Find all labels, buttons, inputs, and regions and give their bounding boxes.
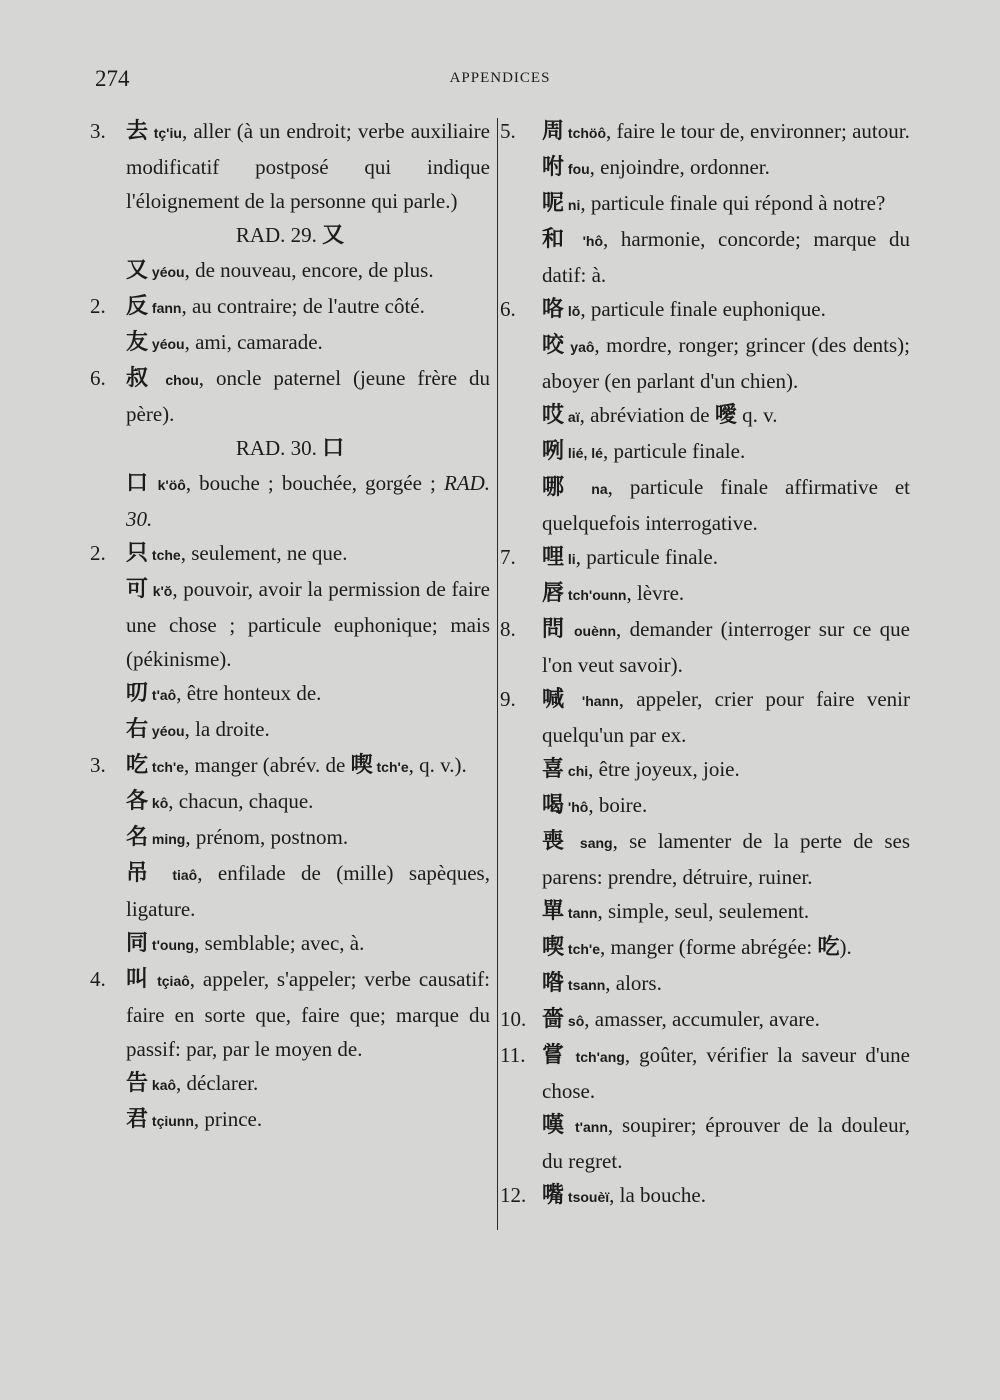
dictionary-entry bbox=[500, 894, 910, 930]
definition-text: , enjoindre, ordonner. bbox=[589, 155, 770, 179]
radical-label: RAD. 29. bbox=[235, 223, 323, 247]
dictionary-entry bbox=[500, 788, 910, 824]
romanization: chi bbox=[564, 763, 589, 779]
dictionary-entry bbox=[500, 150, 910, 186]
dictionary-entry bbox=[90, 466, 490, 536]
definition-text: , la bouche. bbox=[609, 1183, 706, 1207]
headword-character: 喜 bbox=[542, 757, 565, 782]
radical-label: RAD. 30. bbox=[235, 436, 323, 460]
headword-character: 喪 bbox=[542, 829, 571, 854]
romanization: ouènn bbox=[567, 623, 617, 639]
headword-character: 喒 bbox=[542, 971, 565, 996]
romanization: chou bbox=[154, 372, 199, 388]
running-head: APPENDICES bbox=[449, 70, 551, 86]
romanization: kô bbox=[148, 795, 169, 811]
romanization: lié, lé bbox=[564, 445, 603, 461]
definition-text: , amasser, accumuler, avare. bbox=[584, 1007, 820, 1031]
romanization: na bbox=[575, 481, 608, 497]
romanization: tiaô bbox=[158, 867, 198, 883]
dictionary-entry bbox=[500, 1108, 910, 1178]
headword-character: 可 bbox=[126, 577, 149, 602]
romanization: 'hô bbox=[571, 233, 604, 249]
definition-text: , déclarer. bbox=[176, 1071, 259, 1095]
romanization: tche bbox=[148, 547, 181, 563]
romanization: lŏ bbox=[564, 303, 581, 319]
stroke-count-number: 12. bbox=[500, 1183, 527, 1207]
stroke-count-number: 11. bbox=[500, 1043, 526, 1067]
headword-character: 唇 bbox=[542, 581, 565, 606]
romanization: tch'e bbox=[564, 941, 601, 957]
dictionary-entry bbox=[500, 470, 910, 540]
headword-character: 呢 bbox=[542, 191, 565, 216]
right-column bbox=[500, 114, 910, 1214]
definition-text: , se lamenter de la perte de ses parens: prendre, détruire, ruiner. bbox=[542, 829, 910, 889]
definition-text: , pouvoir, avoir la permission de faire une chose ; particule euphonique; mais (pékinisme). bbox=[126, 577, 490, 671]
romanization: yaô bbox=[565, 339, 595, 355]
headword-character: 吃 bbox=[126, 753, 149, 778]
headword-character: 吊 bbox=[126, 861, 159, 886]
dictionary-entry bbox=[500, 1038, 910, 1108]
definition-text: , particule finale. bbox=[575, 545, 718, 569]
dictionary-entry bbox=[500, 966, 910, 1002]
romanization: aï bbox=[564, 409, 580, 425]
dictionary-entry bbox=[90, 361, 490, 431]
dictionary-entry bbox=[90, 748, 490, 784]
dictionary-entry bbox=[500, 186, 910, 222]
dictionary-entry bbox=[500, 434, 910, 470]
headword-character: 只 bbox=[126, 541, 149, 566]
romanization: fann bbox=[148, 300, 182, 316]
dictionary-entry bbox=[90, 572, 490, 676]
headword-character: 哎 bbox=[542, 403, 565, 428]
romanization: ming bbox=[148, 831, 186, 847]
romanization: yéou bbox=[148, 264, 185, 280]
stroke-count-number: 6. bbox=[90, 366, 106, 390]
dictionary-entry bbox=[90, 114, 490, 218]
definition-text: , chacun, chaque. bbox=[168, 789, 314, 813]
romanization: sô bbox=[564, 1013, 585, 1029]
romanization: tann bbox=[564, 905, 598, 921]
romanization: ni bbox=[564, 197, 581, 213]
romanization: 'hann bbox=[571, 693, 619, 709]
stroke-count-number: 8. bbox=[500, 617, 516, 641]
definition-text: , harmonie, concorde; marque du datif: à. bbox=[542, 227, 910, 287]
dictionary-entry bbox=[500, 114, 910, 150]
headword-character: 又 bbox=[126, 258, 149, 283]
headword-character: 咐 bbox=[542, 155, 565, 180]
definition-text: , manger (forme abrégée: bbox=[600, 935, 818, 959]
definition-text: , de nouveau, encore, de plus. bbox=[184, 258, 434, 282]
headword-character: 咯 bbox=[542, 297, 565, 322]
dictionary-entry bbox=[90, 325, 490, 361]
definition-text: , simple, seul, seulement. bbox=[597, 899, 810, 923]
headword-character: 嘴 bbox=[542, 1183, 565, 1208]
romanization: tch'ang bbox=[567, 1049, 625, 1065]
definition-text: , manger (abrév. de bbox=[184, 753, 351, 777]
stroke-count-number: 5. bbox=[500, 119, 516, 143]
romanization: tsann bbox=[564, 977, 606, 993]
definition-text: , particule finale. bbox=[602, 439, 746, 463]
definition-text: , bouche ; bouchée, gorgée ; bbox=[185, 471, 444, 495]
definition-text: q. v. bbox=[736, 403, 778, 427]
romanization: t'oung bbox=[148, 937, 195, 953]
romanization: t'ann bbox=[567, 1119, 608, 1135]
definition-text: , être joyeux, joie. bbox=[588, 757, 740, 781]
headword-character: 周 bbox=[542, 119, 565, 144]
dictionary-entry bbox=[500, 540, 910, 576]
definition-text: , appeler, s'appeler; verbe causatif: faire en sorte que, faire que; marque du passif: par, par le moyen de. bbox=[126, 967, 490, 1061]
romanization: k'ŏ bbox=[148, 583, 173, 599]
definition-text: , particule finale euphonique. bbox=[580, 297, 826, 321]
headword-character: 哪 bbox=[542, 475, 576, 500]
headword-character: 各 bbox=[126, 789, 149, 814]
romanization: fou bbox=[564, 161, 590, 177]
dictionary-entry bbox=[90, 926, 490, 962]
headword-character: 君 bbox=[126, 1107, 149, 1132]
headword-character: 右 bbox=[126, 717, 149, 742]
romanization: yéou bbox=[148, 336, 185, 352]
dictionary-entry bbox=[500, 292, 910, 328]
headword-character: 叔 bbox=[126, 366, 155, 391]
dictionary-entry bbox=[500, 752, 910, 788]
headword-character: 喊 bbox=[542, 687, 572, 712]
dictionary-entry bbox=[500, 1002, 910, 1038]
dictionary-entry bbox=[500, 930, 910, 966]
definition-text: , prénom, postnom. bbox=[185, 825, 349, 849]
headword-character: 咬 bbox=[542, 333, 566, 358]
dictionary-entry bbox=[90, 784, 490, 820]
definition-text: , soupirer; éprouver de la douleur, du regret. bbox=[542, 1113, 910, 1173]
headword-character: 去 bbox=[126, 119, 149, 144]
headword-character: 吃 bbox=[817, 935, 840, 960]
dictionary-entry bbox=[500, 222, 910, 292]
headword-character: 嘆 bbox=[542, 1113, 568, 1138]
page-number: 274 bbox=[95, 66, 130, 91]
definition-text: , seulement, ne que. bbox=[180, 541, 348, 565]
dictionary-entry bbox=[500, 328, 910, 398]
stroke-count-number: 6. bbox=[500, 297, 516, 321]
radical-heading bbox=[90, 431, 490, 466]
headword-character: 友 bbox=[126, 330, 149, 355]
stroke-count-number: 9. bbox=[500, 687, 516, 711]
definition-text: , enfilade de (mille) sapèques, ligature. bbox=[126, 861, 490, 921]
definition-text: , mordre, ronger; grincer (des dents); aboyer (en parlant d'un chien). bbox=[542, 333, 911, 393]
romanization: tç'iu bbox=[148, 125, 182, 141]
dictionary-entry bbox=[500, 1178, 910, 1214]
definition-text: , aller (à un endroit; verbe auxiliaire modificatif postposé qui indique l'éloignement de la personne qui parle.) bbox=[126, 119, 490, 213]
romanization: sang bbox=[570, 835, 613, 851]
definition-text: , faire le tour de, environner; autour. bbox=[606, 119, 910, 143]
romanization: 'hô bbox=[564, 799, 589, 815]
dictionary-entry bbox=[90, 962, 490, 1066]
definition-text: , particule finale qui répond à notre? bbox=[580, 191, 886, 215]
definition-text: ). bbox=[839, 935, 852, 959]
dictionary-entry bbox=[90, 712, 490, 748]
definition-text: , oncle paternel (jeune frère du père). bbox=[126, 366, 490, 426]
stroke-count-number: 3. bbox=[90, 753, 106, 777]
definition-text: , la droite. bbox=[184, 717, 270, 741]
stroke-count-number: 2. bbox=[90, 541, 106, 565]
definition-text: , prince. bbox=[193, 1107, 263, 1131]
romanization: tch'ounn bbox=[564, 587, 627, 603]
dictionary-entry bbox=[90, 289, 490, 325]
definition-text: , lèvre. bbox=[626, 581, 685, 605]
stroke-count-number: 2. bbox=[90, 294, 106, 318]
definition-text: , semblable; avec, à. bbox=[194, 931, 365, 955]
dictionary-entry bbox=[500, 576, 910, 612]
dictionary-entry bbox=[90, 1102, 490, 1138]
definition-text: , au contraire; de l'autre côté. bbox=[181, 294, 425, 318]
dictionary-entry bbox=[90, 856, 490, 926]
headword-character: 喝 bbox=[542, 793, 565, 818]
definition-text: , demander (interroger sur ce que l'on veut savoir). bbox=[542, 617, 910, 677]
dictionary-entry bbox=[500, 824, 910, 894]
radical-character: 口 bbox=[322, 436, 345, 461]
definition-text: , abréviation de bbox=[579, 403, 715, 427]
headword-character: 喫 bbox=[542, 935, 565, 960]
headword-character: 咧 bbox=[542, 439, 565, 464]
romanization: li bbox=[564, 551, 576, 567]
stroke-count-number: 7. bbox=[500, 545, 516, 569]
headword-character: 嗇 bbox=[542, 1007, 565, 1032]
column-divider bbox=[497, 118, 498, 1230]
dictionary-entry bbox=[90, 820, 490, 856]
stroke-count-number: 3. bbox=[90, 119, 106, 143]
definition-text: , particule finale affirmative et quelquefois interrogative. bbox=[542, 475, 910, 535]
headword-character: 口 bbox=[126, 471, 151, 496]
definition-text: , alors. bbox=[605, 971, 662, 995]
headword-character: 同 bbox=[126, 931, 149, 956]
dictionary-entry bbox=[90, 1066, 490, 1102]
definition-text: , appeler, crier pour faire venir quelqu'un par ex. bbox=[542, 687, 910, 747]
headword-character: 單 bbox=[542, 899, 565, 924]
headword-character: 叫 bbox=[126, 967, 151, 992]
headword-character: 告 bbox=[126, 1071, 149, 1096]
definition-text: , boire. bbox=[588, 793, 648, 817]
dictionary-entry bbox=[90, 536, 490, 572]
headword-character: 噯 bbox=[714, 403, 737, 428]
romanization: k'öô bbox=[150, 477, 186, 493]
romanization: tchöô bbox=[564, 125, 607, 141]
left-column bbox=[90, 114, 490, 1138]
headword-character: 哩 bbox=[542, 545, 565, 570]
headword-character: 嘗 bbox=[542, 1043, 568, 1068]
dictionary-entry bbox=[500, 398, 910, 434]
romanization: tçiunn bbox=[148, 1113, 194, 1129]
stroke-count-number: 4. bbox=[90, 967, 106, 991]
headword-character: 反 bbox=[126, 294, 149, 319]
dictionary-entry bbox=[500, 612, 910, 682]
dictionary-entry bbox=[500, 682, 910, 752]
headword-character: 問 bbox=[542, 617, 568, 642]
definition-text: , ami, camarade. bbox=[184, 330, 323, 354]
romanization: t'aô bbox=[148, 687, 177, 703]
dictionary-entry bbox=[90, 676, 490, 712]
romanization: tsouèï bbox=[564, 1189, 610, 1205]
definition-text: , goûter, vérifier la saveur d'une chose. bbox=[542, 1043, 910, 1103]
headword-character: 喫 bbox=[350, 753, 373, 778]
stroke-count-number: 10. bbox=[500, 1007, 527, 1031]
radical-heading bbox=[90, 218, 490, 253]
headword-character: 和 bbox=[542, 227, 572, 252]
romanization: yéou bbox=[148, 723, 185, 739]
romanization: tch'e bbox=[372, 759, 409, 775]
romanization: tch'e bbox=[148, 759, 185, 775]
romanization: kaô bbox=[148, 1077, 177, 1093]
headword-character: 叨 bbox=[126, 681, 149, 706]
headword-character: 名 bbox=[126, 825, 149, 850]
romanization: tçiaô bbox=[150, 973, 190, 989]
dictionary-entry bbox=[90, 253, 490, 289]
definition-text: , être honteux de. bbox=[176, 681, 322, 705]
definition-text: , q. v.). bbox=[408, 753, 467, 777]
radical-character: 又 bbox=[322, 223, 345, 248]
definition-text-italic: RAD. 30. bbox=[126, 471, 491, 531]
